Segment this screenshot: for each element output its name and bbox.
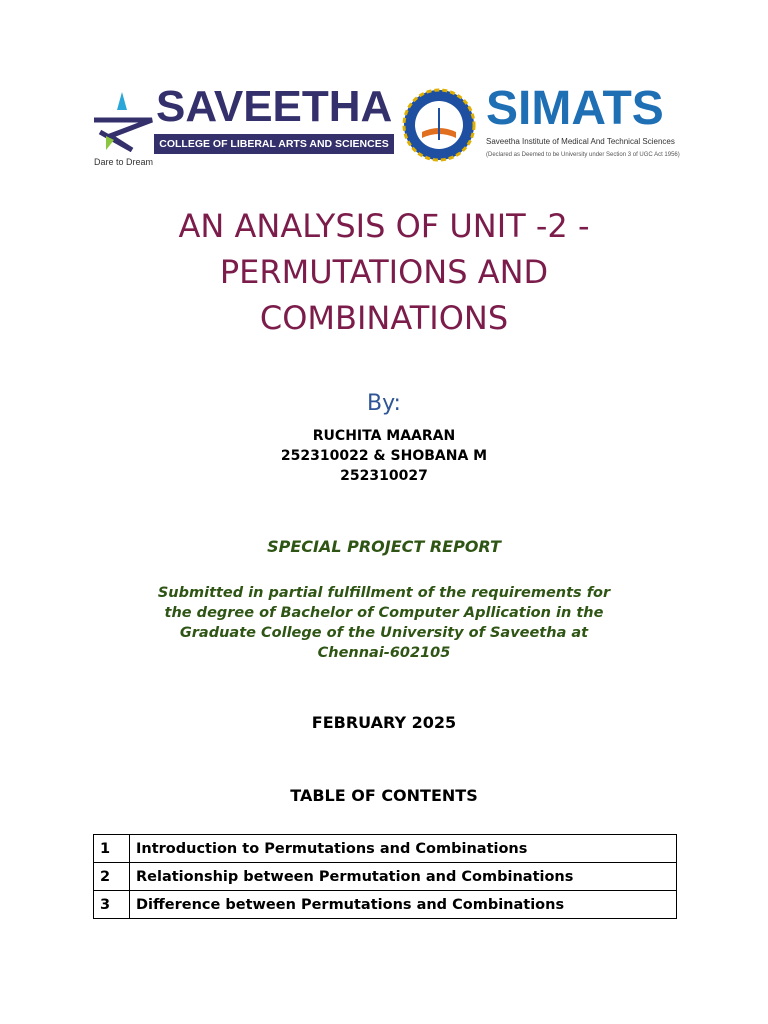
report-date: FEBRUARY 2025 (311, 713, 457, 732)
submission-statement (0, 583, 768, 663)
author-line: 252310022 & SHOBANA M (280, 448, 488, 464)
saveetha-logo-subtitle: COLLEGE OF LIBERAL ARTS AND SCIENCES (154, 134, 394, 154)
title-line: COMBINATIONS (259, 299, 509, 337)
simats-logo-text: SIMATS (486, 82, 664, 135)
simats-seal-icon (402, 88, 476, 162)
saveetha-logo-text: SAVEETHA (156, 82, 393, 131)
submission-line: Submitted in partial fulfillment of the requirements for (157, 585, 611, 601)
simats-logo-subtitle: Saveetha Institute of Medical And Technical Sciences (486, 137, 675, 146)
title-line: AN ANALYSIS OF UNIT -2 - (178, 207, 590, 245)
toc-number: 3 (94, 891, 130, 919)
toc-row (94, 835, 677, 863)
toc-number: 2 (94, 863, 130, 891)
submission-line: the degree of Bachelor of Computer Apllication in the (164, 605, 604, 621)
submission-line: Chennai-602105 (317, 645, 451, 661)
authors (0, 426, 768, 486)
saveetha-tagline: Dare to Dream (94, 157, 154, 167)
toc-title: Relationship between Permutation and Combinations (130, 863, 677, 891)
toc-title: Introduction to Permutations and Combinations (130, 835, 677, 863)
saveetha-star-logo-icon (92, 92, 154, 152)
toc-row (94, 863, 677, 891)
toc-heading: TABLE OF CONTENTS (290, 786, 478, 805)
by-label: By: (367, 391, 401, 416)
submission-line: Graduate College of the University of Saveetha at (179, 625, 589, 641)
document-title (0, 203, 768, 341)
toc-title: Difference between Permutations and Combinations (130, 891, 677, 919)
toc-table (93, 834, 677, 919)
toc-row (94, 891, 677, 919)
simats-logo-note: (Declared as Deemed to be University under Section 3 of UGC Act 1956) (486, 152, 680, 158)
title-line: PERMUTATIONS AND (219, 253, 549, 291)
author-line: 252310027 (340, 468, 428, 484)
header-logos (92, 84, 682, 170)
report-type: SPECIAL PROJECT REPORT (267, 537, 501, 556)
toc-number: 1 (94, 835, 130, 863)
author-line: RUCHITA MAARAN (312, 428, 456, 444)
